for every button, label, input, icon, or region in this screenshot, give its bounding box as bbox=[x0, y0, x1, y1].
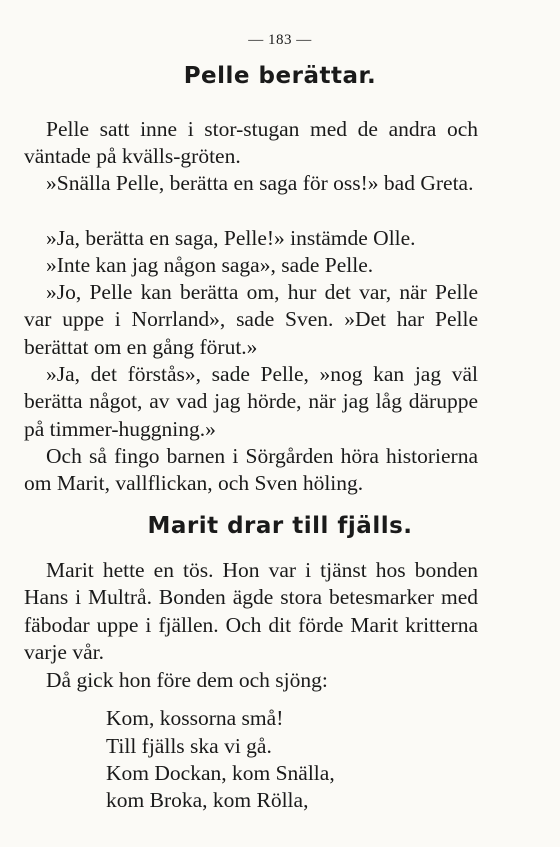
paragraph: Och så fingo barnen i Sörgården höra historierna om Marit, vallflickan, och Sven höling. bbox=[24, 444, 478, 496]
poem-line: kom Broka, kom Rölla, bbox=[106, 788, 309, 812]
paragraph: »Inte kan jag någon saga», sade Pelle. bbox=[46, 253, 374, 277]
paragraph: »Jo, Pelle kan berätta om, hur det var, när Pelle var uppe i Norrland», sade Sven. »Det har Pelle berättat om en gång förut.» bbox=[24, 280, 478, 359]
poem-line: Till fjälls ska vi gå. bbox=[106, 734, 272, 758]
section-title-pelle: Pelle berättar. bbox=[183, 63, 377, 89]
poem-line: Kom, kossorna små! bbox=[106, 706, 284, 730]
poem-line: Kom Dockan, kom Snälla, bbox=[106, 761, 335, 785]
paragraph: Då gick hon före dem och sjöng: bbox=[46, 668, 328, 692]
paragraph: Marit hette en tös. Hon var i tjänst hos bonden Hans i Multrå. Bonden ägde stora betesmarker med fäbodar uppe i fjällen. Och dit förde Marit kritterna varje vår. bbox=[24, 558, 478, 664]
paragraph: Pelle satt inne i stor-stugan med de andra och väntade på kvälls-gröten. bbox=[24, 117, 478, 169]
paragraph: »Snälla Pelle, berätta en saga för oss!» bad Greta. bbox=[46, 171, 474, 195]
paragraph: »Ja, det förstås», sade Pelle, »nog kan jag väl berätta något, av vad jag hörde, när jag låg däruppe på timmer-huggning.» bbox=[24, 362, 478, 441]
page-number: — 183 — bbox=[248, 32, 312, 48]
paragraph: »Ja, berätta en saga, Pelle!» instämde Olle. bbox=[46, 226, 416, 250]
section-title-marit: Marit drar till fjälls. bbox=[147, 513, 413, 539]
